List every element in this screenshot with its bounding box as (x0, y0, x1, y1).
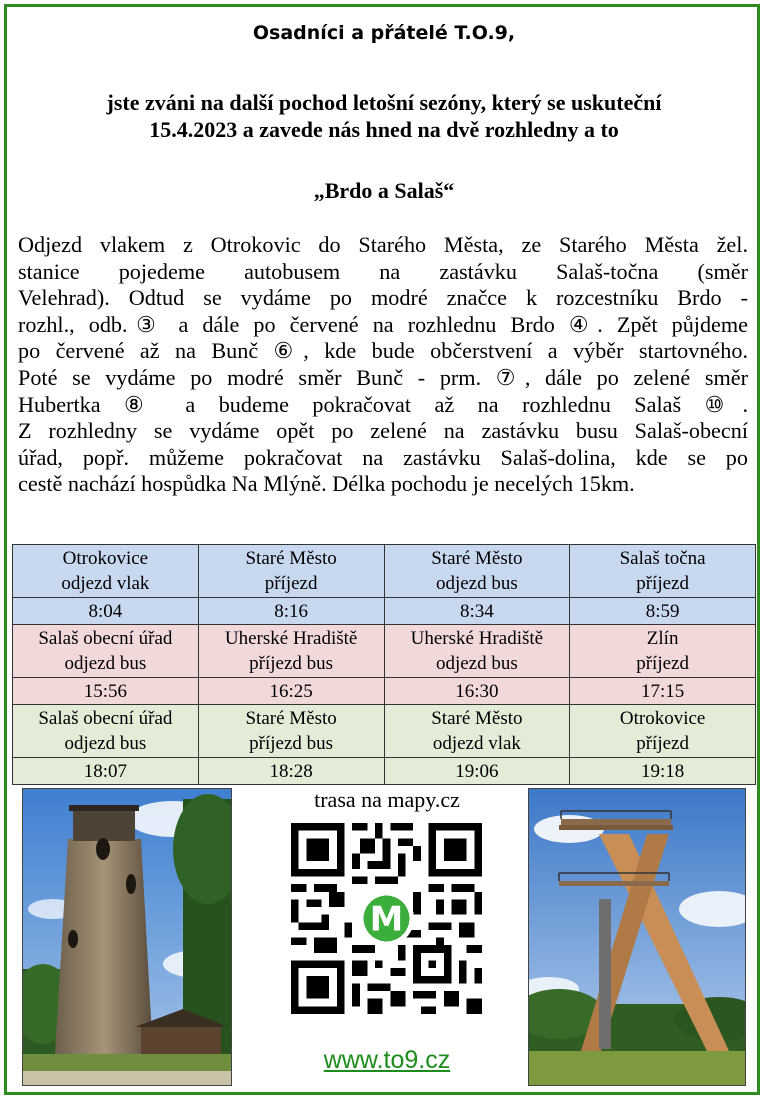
stop-action: odjezd bus (64, 733, 147, 754)
schedule-row-return1-labels (13, 625, 756, 678)
schedule-cell (198, 545, 384, 598)
stop-place: Uherské Hradiště (410, 628, 544, 649)
stop-time: 18:28 (198, 758, 384, 785)
schedule-cell (198, 625, 384, 678)
stop-action: odjezd vlak (432, 733, 521, 754)
salas-tower-photo (528, 788, 746, 1086)
schedule-cell (570, 545, 756, 598)
stop-place: Otrokovice (619, 708, 706, 729)
schedule-row-return2-times (13, 758, 756, 785)
description-line: Odjezd vlakem z Otrokovic do Starého Města, ze Starého Města žel. (18, 232, 748, 257)
stop-place: Salaš obecní úřad (38, 708, 173, 729)
schedule-cell (384, 545, 570, 598)
stop-place: Staré Město (245, 708, 337, 729)
stop-time: 8:59 (570, 598, 756, 625)
schedule-cell (570, 625, 756, 678)
intro-line-2: 15.4.2023 a zavede nás hned na dvě rozhledny a to (149, 117, 619, 142)
stop-time: 19:18 (570, 758, 756, 785)
description-line: po červené až na Bunč ⑥, kde bude občerstvení a výběr startovného. (18, 338, 748, 364)
event-title: „Brdo a Salaš“ (313, 178, 455, 203)
description-line: Poté se vydáme po modré směr Bunč - prm. ⑦, dále po zelené směr (18, 364, 748, 390)
schedule-cell (13, 545, 199, 598)
description-line: cestě nachází hospůdka Na Mlýně. Délka pochodu je necelých 15km. (18, 471, 635, 497)
stop-place: Staré Město (431, 548, 523, 569)
stop-time: 18:07 (13, 758, 199, 785)
schedule-cell (384, 705, 570, 758)
schedule-cell (13, 705, 199, 758)
stop-action: příjezd (636, 573, 689, 594)
intro-heading (0, 89, 768, 143)
stop-place: Staré Město (245, 548, 337, 569)
stop-time: 17:15 (570, 678, 756, 705)
stop-time: 16:25 (198, 678, 384, 705)
stop-place: Staré Město (431, 708, 523, 729)
greeting-heading: Osadníci a přátelé T.O.9, (252, 22, 516, 44)
qr-icon (291, 823, 482, 1014)
stop-place: Zlín (646, 628, 679, 649)
stop-action: odjezd vlak (61, 573, 150, 594)
description-line: Velehrad). Odtud se vydáme po modré značce k rozcestníku Brdo - (18, 285, 748, 311)
schedule-row-return1-times (13, 678, 756, 705)
schedule-cell (198, 705, 384, 758)
stop-time: 8:16 (198, 598, 384, 625)
stop-action: příjezd (264, 573, 318, 594)
stop-time: 16:30 (384, 678, 570, 705)
stop-action: příjezd bus (249, 653, 334, 674)
schedule-table (12, 544, 756, 785)
description-line: stanice pojedeme autobusem na zastávku Salaš-točna (směr (18, 258, 748, 284)
website-link[interactable]: www.to9.cz (323, 1046, 451, 1074)
stop-time: 19:06 (384, 758, 570, 785)
intro-line-1: jste zváni na další pochod letošní sezóny, který se uskuteční (106, 90, 662, 115)
description-line: Z rozhledny se vydáme opět po zelené na zastávku busu Salaš-obecní (18, 418, 748, 444)
stop-action: odjezd bus (435, 573, 518, 594)
stop-time: 15:56 (13, 678, 199, 705)
schedule-cell (13, 625, 199, 678)
stop-place: Otrokovice (62, 548, 149, 569)
qr-caption: trasa na mapy.cz (314, 787, 460, 812)
mapy-logo-letter: M (369, 899, 404, 939)
schedule-row-morning-times (13, 598, 756, 625)
description-line: rozhl., odb.③ a dále po červené na rozhlednu Brdo ④. Zpět půjdeme (18, 311, 748, 337)
route-qr-code[interactable] (291, 823, 482, 1014)
stop-time: 8:34 (384, 598, 570, 625)
stop-place: Salaš obecní úřad (38, 628, 173, 649)
description-line: úřad, popř. můžeme pokračovat na zastávku Salaš-dolina, kde se po (18, 444, 748, 470)
schedule-cell (384, 625, 570, 678)
stop-action: příjezd (636, 653, 689, 674)
stop-action: odjezd bus (435, 653, 518, 674)
stop-action: příjezd bus (249, 733, 334, 754)
schedule-row-morning-labels (13, 545, 756, 598)
stop-time: 8:04 (13, 598, 199, 625)
brdo-tower-photo (22, 788, 232, 1086)
salas-tower-illustration (529, 789, 746, 1086)
stop-action: odjezd bus (64, 653, 147, 674)
stop-place: Uherské Hradiště (224, 628, 358, 649)
schedule-cell (570, 705, 756, 758)
route-description (18, 232, 748, 498)
brdo-tower-illustration (23, 789, 232, 1086)
description-line: Hubertka ⑧ a budeme pokračovat až na rozhlednu Salaš ⑩. (18, 391, 748, 417)
stop-action: příjezd (636, 733, 689, 754)
stop-place: Salaš točna (619, 548, 706, 569)
schedule-row-return2-labels (13, 705, 756, 758)
